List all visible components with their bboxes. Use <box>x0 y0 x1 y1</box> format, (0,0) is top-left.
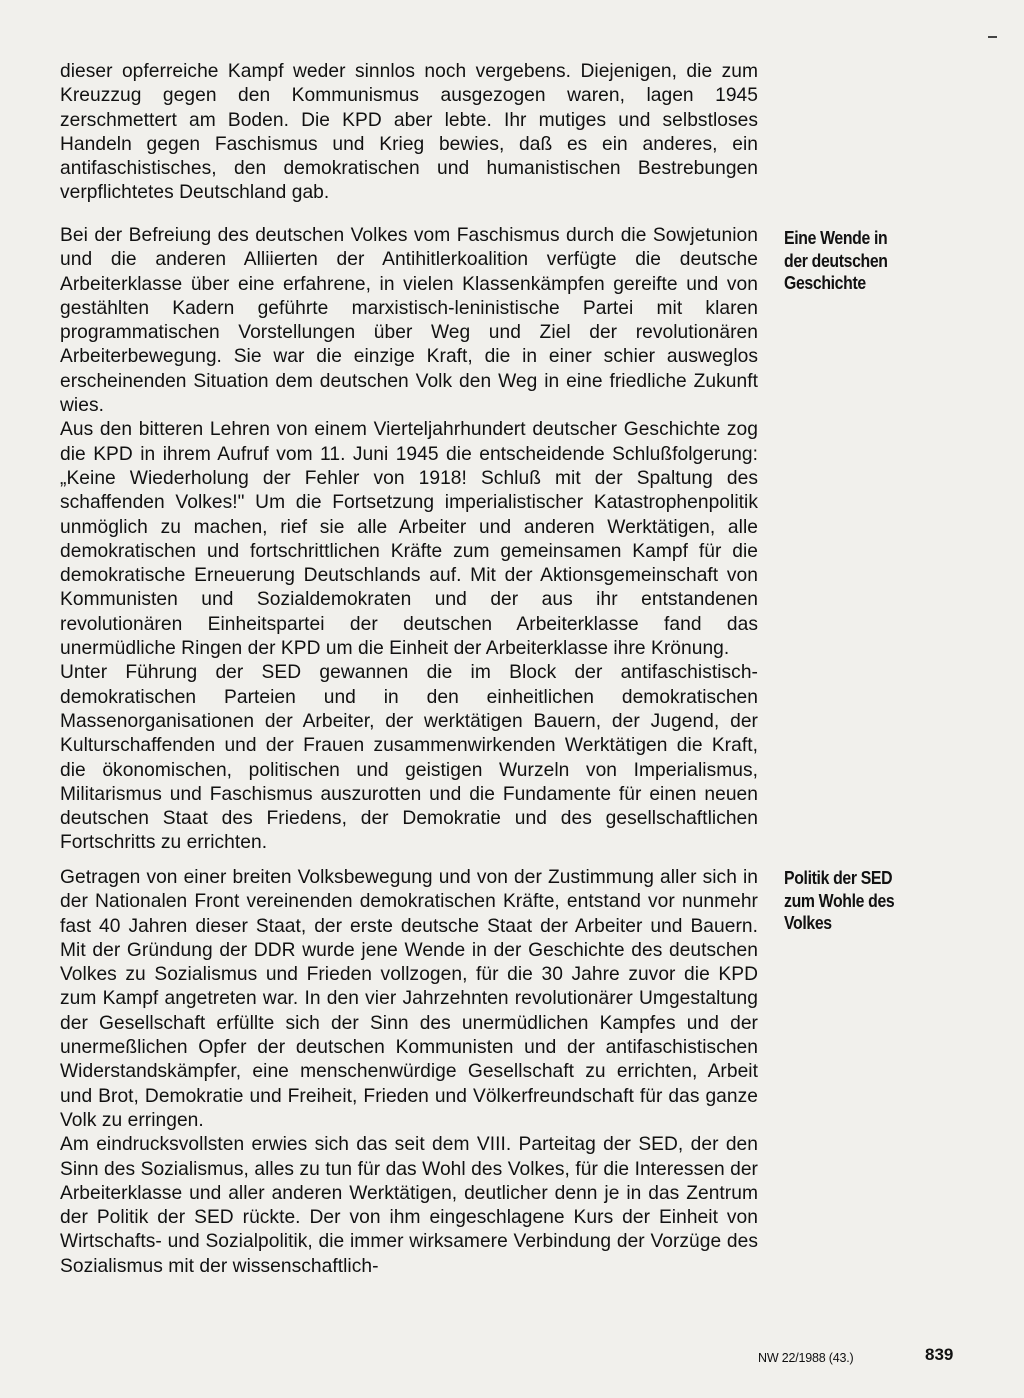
corner-mark <box>988 36 997 38</box>
text-block-ddr <box>60 866 758 1279</box>
paragraph: Unter Führung der SED gewannen die im Block der antifaschistisch-demokratischen Parteien und in den einheitlichen demokratischen Massenorganisationen der Arbeiter, der werktätigen Bauern, der Jugend, der Kulturschaffenden und der Frauen zusammenwirkenden Werktätigen die Kraft, die ökonomischen, politischen und geistigen Wurzeln von Imperialismus, Militarismus und Faschismus auszurotten und die Fundamente für einen neuen deutschen Staat des Friedens, der Demokratie und des gesellschaftlichen Fortschritts zu errichten. <box>60 662 758 854</box>
text-block-liberation <box>60 224 758 856</box>
margin-heading-politik: Politik der SED zum Wohle des Volkes <box>784 867 895 933</box>
paragraph: Getragen von einer breiten Volksbewegung und von der Zustimmung aller sich in der Nationalen Front vereinenden demokratischen Kräfte, entstand vor nunmehr fast 40 Jahren dieser Staat, der erste deutsche Staat der Arbeiter und Bauern. Mit der Gründung der DDR wurde jene Wende in der Geschichte des deutschen Volkes zu Sozialismus und Frieden vollzogen, für die 30 Jahre zuvor die KPD zum Kampf angetreten war. In den vier Jahrzehnten revolutionärer Umgestaltung der Gesellschaft erfüllte sich der Sinn des unermüdlichen Kampfes und der unermeßlichen Opfer der deutschen Kommunisten und der antifaschistischen Widerstandskämpfer, eine menschenwürdige Gesellschaft zu errichten, Arbeit und Brot, Demokratie und Freiheit, Frieden und Völkerfreundschaft für das ganze Volk zu erringen. <box>60 867 758 1131</box>
margin-heading-wende: Eine Wende in der deutschen Geschichte <box>784 227 888 293</box>
issue-reference: NW 22/1988 (43.) <box>758 1351 854 1365</box>
paragraph: dieser opferreiche Kampf weder sinnlos noch vergebens. Diejenigen, die zum Kreuzzug gegen den Kommunismus ausgezogen waren, lagen 1945 zerschmettert am Boden. Die KPD aber lebte. Ihr mutiges und selbstloses Handeln gegen Faschismus und Krieg bewies, daß es ein anderes, ein antifaschistisches, den demokratischen und humanistischen Bestrebungen verpflichtetes Deutschland gab. <box>60 61 758 204</box>
paragraph: Am eindrucksvollsten erwies sich das seit dem VIII. Parteitag der SED, der den Sinn des Sozialismus, alles zu tun für das Wohl des Volkes, für die Interessen der Arbeiterklasse und aller anderen Werktätigen, deutlicher denn je in das Zentrum der Politik der SED rückte. Der von ihm eingeschlagene Kurs der Einheit von Wirtschafts- und Sozialpolitik, die immer wirksamere Verbindung der Vorzüge des Sozialismus mit der wissenschaftlich- <box>60 1134 758 1277</box>
paragraph: Aus den bitteren Lehren von einem Vierteljahrhundert deutscher Geschichte zog die KPD in ihrem Aufruf vom 11. Juni 1945 die entscheidende Schlußfolgerung: „Keine Wiederholung der Fehler von 1918! Schluß mit der Spaltung des schaffenden Volkes!" Um die Fortsetzung imperialistischer Katastrophenpolitik unmöglich zu machen, rief sie alle Arbeiter und anderen Werktätigen, alle demokratischen und fortschrittlichen Kräfte zum gemeinsamen Kampf für die demokratische Erneuerung Deutschlands auf. Mit der Aktionsgemeinschaft von Kommunisten und Sozialdemokraten und der aus ihr entstandenen revolutionären Einheitspartei der deutschen Arbeiterklasse fand das unermüdliche Ringen der KPD um die Einheit der Arbeiterklasse ihre Krönung. <box>60 419 758 660</box>
paragraph: Bei der Befreiung des deutschen Volkes vom Faschismus durch die Sowjetunion und die anderen Alliierten der Antihitlerkoalition verfügte die deutsche Arbeiterklasse über eine erfahrene, in vielen Klassenkämpfen gereifte und von gestählten Kadern geführte marxistisch-leninistische Partei mit klaren programmatischen Vorstellungen über Weg und Ziel der revolutionären Arbeiterbewegung. Sie war die einzige Kraft, die in einer schier ausweglos erscheinenden Situation dem deutschen Volk den Weg in eine friedliche Zukunft wies. <box>60 225 758 417</box>
page-number: 839 <box>925 1345 954 1364</box>
text-block-intro <box>60 60 758 206</box>
